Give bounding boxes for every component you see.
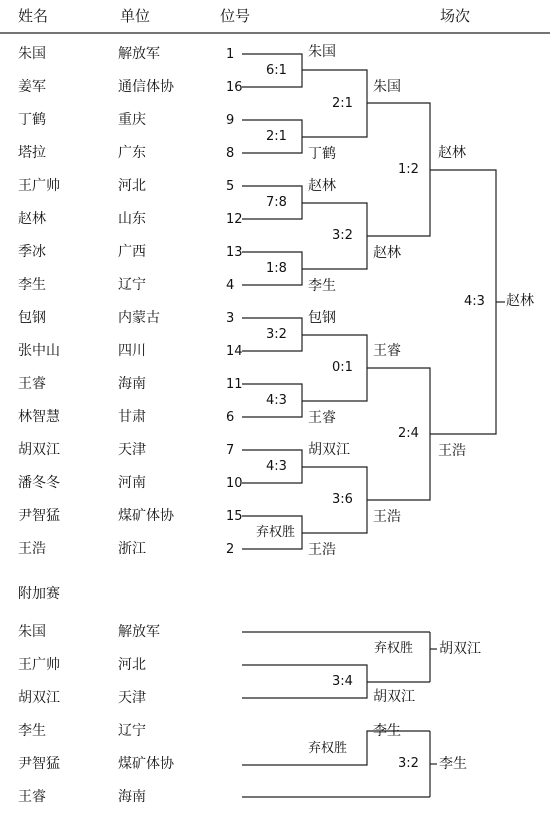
player-unit: 通信体协 bbox=[118, 79, 174, 95]
header-name: 姓名 bbox=[18, 7, 49, 25]
extra-player-unit: 天津 bbox=[118, 690, 146, 706]
header-unit: 单位 bbox=[120, 7, 151, 25]
extra-player-unit: 煤矿体协 bbox=[118, 756, 174, 772]
extra-player-name: 胡双江 bbox=[18, 690, 60, 706]
player-name: 王睿 bbox=[18, 376, 46, 392]
player-name: 王广帅 bbox=[18, 178, 60, 194]
player-pos: 11 bbox=[226, 377, 243, 392]
player-unit: 河南 bbox=[118, 475, 146, 491]
r3-score: 1:2 bbox=[398, 162, 419, 177]
extra2-score-outer: 3:2 bbox=[398, 756, 419, 771]
r2-winner: 王睿 bbox=[373, 343, 401, 359]
player-pos: 2 bbox=[226, 542, 235, 557]
extra-title: 附加赛 bbox=[18, 586, 60, 602]
r1-winner: 王浩 bbox=[308, 542, 336, 558]
player-unit: 广东 bbox=[118, 145, 146, 161]
r2-score: 3:2 bbox=[332, 228, 353, 243]
player-unit: 解放军 bbox=[118, 46, 160, 62]
player-name: 姜军 bbox=[18, 79, 46, 95]
r2-winner: 王浩 bbox=[373, 509, 401, 525]
r2-score: 3:6 bbox=[332, 492, 353, 507]
player-name: 张中山 bbox=[18, 343, 60, 359]
extra-player-unit: 解放军 bbox=[118, 624, 160, 640]
player-pos: 14 bbox=[226, 344, 243, 359]
final-winner: 赵林 bbox=[506, 293, 534, 309]
player-name: 丁鹤 bbox=[18, 112, 46, 128]
r1-winner: 朱国 bbox=[308, 44, 336, 60]
player-unit: 浙江 bbox=[118, 541, 146, 557]
player-pos: 8 bbox=[226, 146, 235, 161]
player-unit: 天津 bbox=[118, 442, 146, 458]
player-unit: 山东 bbox=[118, 211, 146, 227]
header-position: 位号 bbox=[220, 7, 251, 25]
player-unit: 海南 bbox=[118, 376, 146, 392]
r1-score: 1:8 bbox=[266, 261, 287, 276]
r1-score: 3:2 bbox=[266, 327, 287, 342]
player-name: 林智慧 bbox=[18, 409, 60, 425]
r1-winner: 王睿 bbox=[308, 410, 336, 426]
extra-player-name: 朱国 bbox=[18, 624, 46, 640]
extra-player-unit: 辽宁 bbox=[118, 723, 146, 739]
player-pos: 16 bbox=[226, 80, 243, 95]
player-name: 季冰 bbox=[18, 244, 46, 260]
player-pos: 9 bbox=[226, 113, 235, 128]
player-name: 尹智猛 bbox=[18, 508, 60, 524]
player-name: 潘冬冬 bbox=[18, 475, 60, 491]
player-pos: 12 bbox=[226, 212, 243, 227]
extra-player-unit: 河北 bbox=[118, 657, 146, 673]
extra-player-name: 李生 bbox=[18, 723, 46, 739]
extra-player-name: 王广帅 bbox=[18, 657, 60, 673]
extra-player-unit: 海南 bbox=[118, 789, 146, 805]
player-name: 塔拉 bbox=[18, 145, 46, 161]
player-name: 李生 bbox=[18, 277, 46, 293]
r1-score: 4:3 bbox=[266, 393, 287, 408]
r3-score: 2:4 bbox=[398, 426, 419, 441]
extra2-winner-outer: 李生 bbox=[439, 756, 467, 772]
r1-score: 6:1 bbox=[266, 63, 287, 78]
extra1-score-inner: 3:4 bbox=[332, 674, 353, 689]
r1-score: 弃权胜 bbox=[256, 525, 296, 540]
player-unit: 河北 bbox=[118, 178, 146, 194]
r2-score: 2:1 bbox=[332, 96, 353, 111]
player-unit: 广西 bbox=[118, 244, 146, 260]
r1-winner: 赵林 bbox=[308, 178, 336, 194]
player-pos: 13 bbox=[226, 245, 243, 260]
player-unit: 四川 bbox=[118, 343, 146, 359]
extra-player-name: 尹智猛 bbox=[18, 756, 60, 772]
player-unit: 煤矿体协 bbox=[118, 508, 174, 524]
player-pos: 4 bbox=[226, 278, 235, 293]
player-name: 包钢 bbox=[18, 310, 46, 326]
r1-winner: 丁鹤 bbox=[308, 146, 336, 162]
extra1-winner-inner: 胡双江 bbox=[373, 689, 415, 705]
player-unit: 重庆 bbox=[118, 112, 146, 128]
player-pos: 3 bbox=[226, 311, 235, 326]
r2-winner: 朱国 bbox=[373, 79, 401, 95]
player-pos: 10 bbox=[226, 476, 243, 491]
player-pos: 1 bbox=[226, 47, 235, 62]
player-pos: 6 bbox=[226, 410, 235, 425]
extra-player-name: 王睿 bbox=[18, 789, 46, 805]
r3-winner: 王浩 bbox=[438, 443, 466, 459]
player-pos: 15 bbox=[226, 509, 243, 524]
extra1-score-outer: 弃权胜 bbox=[374, 641, 414, 656]
r1-winner: 李生 bbox=[308, 278, 336, 294]
player-name: 赵林 bbox=[18, 211, 46, 227]
extra2-winner-inner: 李生 bbox=[373, 723, 401, 739]
final-score: 4:3 bbox=[464, 294, 485, 309]
r1-score: 7:8 bbox=[266, 195, 287, 210]
player-name: 胡双江 bbox=[18, 442, 60, 458]
r1-winner: 胡双江 bbox=[308, 442, 350, 458]
r2-score: 0:1 bbox=[332, 360, 353, 375]
player-name: 王浩 bbox=[18, 541, 46, 557]
r1-score: 4:3 bbox=[266, 459, 287, 474]
player-pos: 5 bbox=[226, 179, 235, 194]
r3-winner: 赵林 bbox=[438, 145, 466, 161]
extra2-score-inner: 弃权胜 bbox=[308, 741, 348, 756]
player-name: 朱国 bbox=[18, 46, 46, 62]
player-pos: 7 bbox=[226, 443, 235, 458]
player-unit: 辽宁 bbox=[118, 277, 146, 293]
r1-score: 2:1 bbox=[266, 129, 287, 144]
r2-winner: 赵林 bbox=[373, 245, 401, 261]
header-round: 场次 bbox=[440, 7, 471, 25]
r1-winner: 包钢 bbox=[308, 310, 336, 326]
extra1-winner-outer: 胡双江 bbox=[439, 641, 481, 657]
player-unit: 内蒙古 bbox=[118, 310, 160, 326]
player-unit: 甘肃 bbox=[118, 409, 146, 425]
